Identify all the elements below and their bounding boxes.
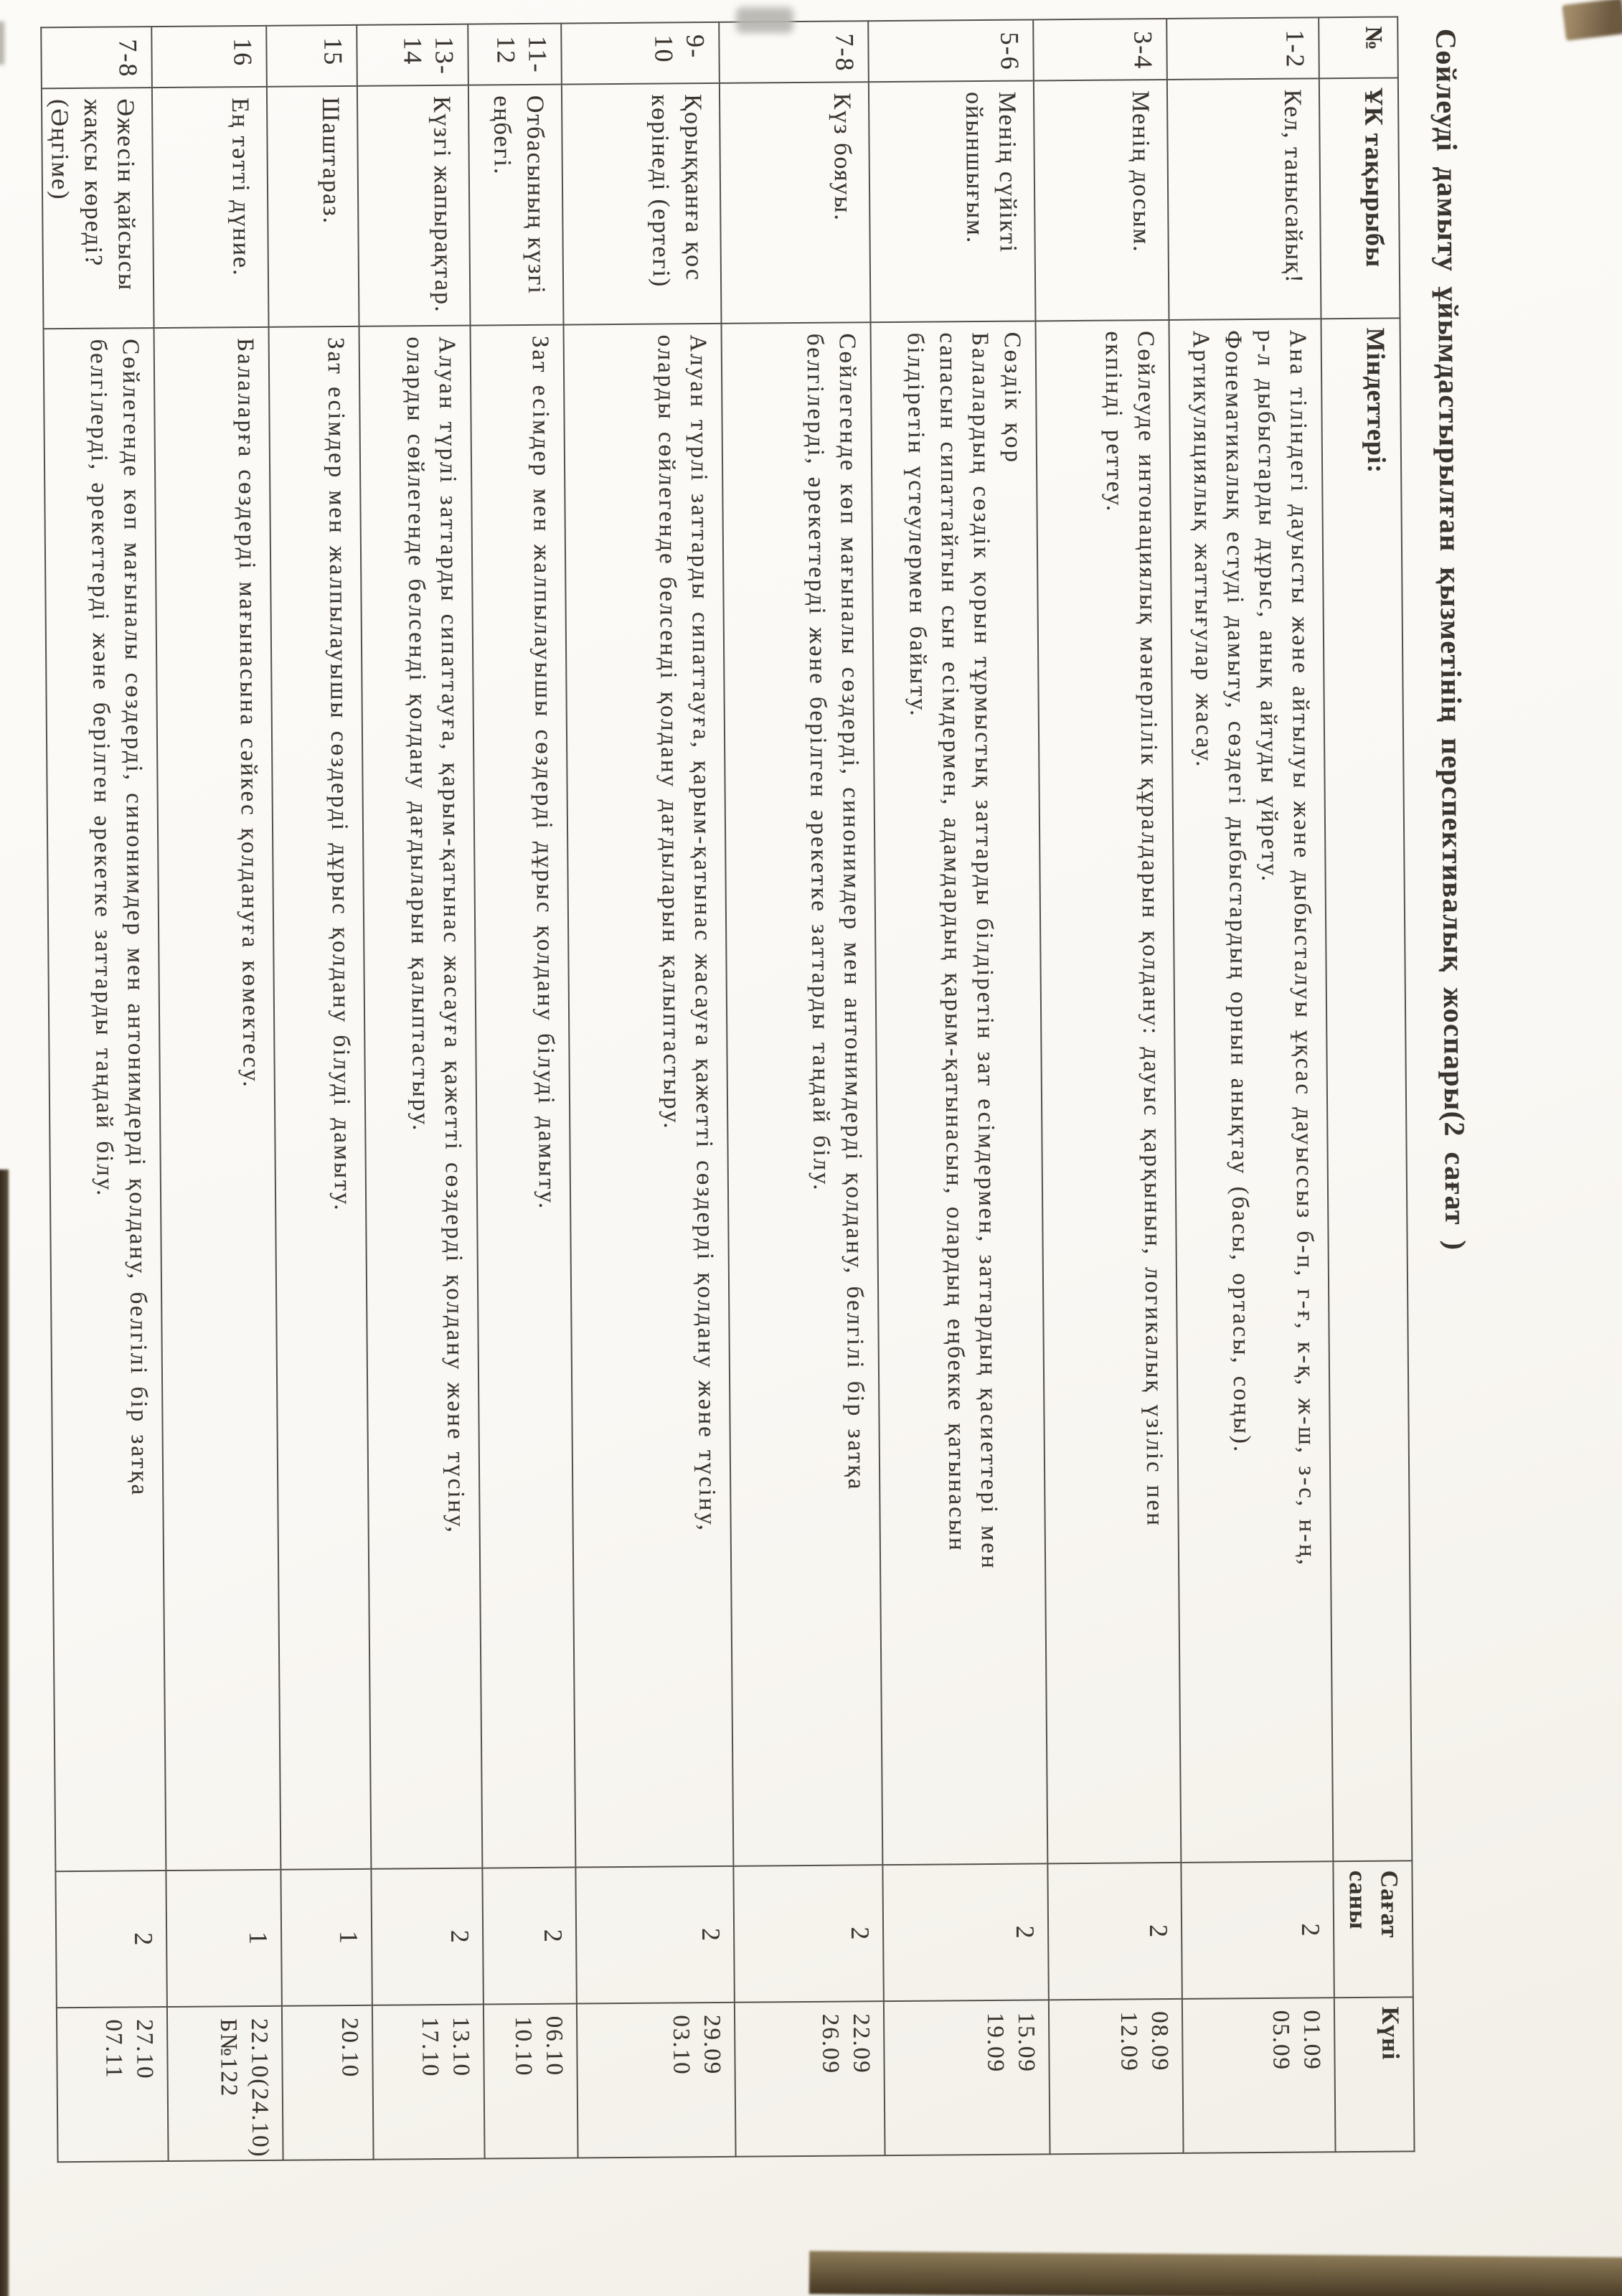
cell-tasks: Зат есімдер мен жалпылауышы сөздерді дұрыс қолдану білуді дамыту. (471, 325, 576, 1868)
table-row (266, 25, 373, 2160)
scan-page-edge-left (0, 1170, 9, 2296)
cell-topic: Отбасының күзгі еңбегі. (468, 85, 564, 326)
cell-hours: 2 (55, 1871, 166, 2008)
table-row (151, 26, 283, 2161)
cell-dates: 27.10 07.11 (57, 2007, 169, 2162)
cell-dates: 08.09 12.09 (1049, 1999, 1184, 2154)
scan-smudge-top-right (1562, 0, 1622, 41)
cell-topic: Шаштараз. (267, 86, 359, 327)
column-header-topic: ҰК тақырыбы (1319, 77, 1400, 319)
cell-topic: Күзгі жапырақтар. (357, 85, 471, 326)
cell-tasks: Сөйлеуде интонациялық мәнерлілік құралдарын қолдану: дауыс қарқынын, логикалық үзіліс пен екпінді реттеу. (1035, 320, 1181, 1863)
table-row (1033, 19, 1183, 2154)
column-header-hours: Сағат саны (1333, 1860, 1413, 1998)
cell-hours: 1 (166, 1870, 281, 2007)
cell-hours: 2 (1047, 1863, 1182, 2000)
scan-page-edge-corner (0, 22, 4, 65)
cell-num: 15 (266, 25, 357, 87)
cell-tasks: Сөздік қор Балалардың сөздік қорын тұрмыстық заттарды білдіретін зат есімдермен, заттардың қасиеттері мен сапасын сипаттайтын сын есімдермен, адамдардың қарым-қатынасын, олардың еңбекке қатынасын білдіретін үстеулермен байыту. (870, 321, 1047, 1865)
cell-num: 16 (151, 26, 267, 88)
scan-smudge-top-center (736, 7, 793, 33)
cell-topic: Кел, танысайық! (1167, 78, 1321, 320)
table-row (468, 24, 577, 2159)
cell-tasks: Зат есімдер мен жалпылауышы сөздерді дұрыс қолдану білуді дамыту. (269, 326, 372, 1870)
cell-num: 9-10 (561, 22, 720, 85)
cell-dates: 22.10(24.10) Б№122 (167, 2006, 283, 2161)
cell-dates: 01.09 05.09 (1182, 1998, 1336, 2153)
cell-tasks: Балаларға сөздерді мағынасына сәйкес қолдануға көмектесу. (154, 327, 281, 1871)
cell-hours: 2 (575, 1866, 734, 2004)
schedule-table (40, 16, 1415, 2163)
cell-num: 5-6 (868, 19, 1034, 82)
cell-num: 7-8 (41, 27, 152, 88)
cell-tasks: Алуан түрлі заттарды сипаттауға, қарым-қатынас жасауға қажетті сөздерді қолдану және түсіну, оларды сөйлегенде белсенді қолдану дағдыларын қалыптастыру. (564, 324, 734, 1868)
table-row (719, 21, 885, 2157)
cell-tasks: Сөйлегенде көп мағыналы сөздерді, синонимдер мен антонимдерді қолдану, белгілі бір затқа белгілерді, әрекеттерді және берілген әрекетке заттарды таңдай білу. (44, 328, 166, 1871)
cell-num: 3-4 (1033, 19, 1167, 80)
cell-tasks: Ана тіліндегі дауысты және айтылуы және дыбысталуы ұқсас дауыссыз б-п, г-ғ, к-қ, ж-ш, з-с, н-ң, р-л дыбыстарды дұрыс, анық айтуды үйрету. Фонематикалық естуді дамыту, сөздегі дыбыстардың орнын анықтау (басы, ортасы, соңы). Артикуляциялық жаттығулар жасау. (1169, 319, 1333, 1863)
column-header-dates: Күні (1334, 1997, 1415, 2152)
cell-hours: 2 (482, 1868, 576, 2005)
cell-topic: Күз бояуы. (720, 82, 871, 324)
cell-dates: 15.09 19.09 (884, 2000, 1050, 2155)
table-row (561, 22, 735, 2158)
cell-hours: 1 (280, 1869, 372, 2006)
cell-hours: 2 (733, 1865, 883, 2003)
cell-topic: Ең тәтті дүние. (152, 87, 269, 328)
table-row (41, 27, 168, 2162)
cell-dates: 13.10 17.10 (372, 2005, 485, 2160)
cell-num: 1-2 (1166, 17, 1319, 80)
column-header-tasks: Міндеттері: (1321, 318, 1412, 1861)
cell-dates: 06.10 10.10 (484, 2004, 578, 2159)
scan-page-edge-bottom (809, 2251, 1622, 2296)
cell-tasks: Сөйлегенде көп мағыналы сөздерді, синонимдер мен антонимдерді қолдану, белгілі бір затқа белгілерді, әрекеттерді және берілген әрекетке заттарды таңдай білу. (722, 322, 883, 1866)
cell-num: 7-8 (719, 21, 869, 83)
table-row (1166, 17, 1335, 2153)
cell-dates: 29.09 03.10 (577, 2003, 736, 2158)
cell-dates: 22.09 26.09 (735, 2001, 885, 2157)
cell-num: 13-14 (357, 24, 468, 86)
table-header-row (1319, 17, 1414, 2152)
table-row (868, 19, 1050, 2155)
cell-hours: 2 (371, 1868, 483, 2005)
cell-tasks: Алуан түрлі заттарды сипаттауға, қарым-қатынас жасауға қажетті сөздерді қолдану және түсіну, оларды сөйлегенде белсенді қолдану дағдыларын қалыптастыру. (359, 326, 483, 1869)
cell-topic: Менің досым. (1034, 80, 1169, 321)
cell-num: 11-12 (468, 24, 562, 85)
cell-topic: Әжесін қайсысы жақсы көреді? (Әңгіме) (42, 88, 154, 329)
cell-dates: 20.10 (282, 2005, 374, 2160)
cell-hours: 2 (882, 1863, 1048, 2001)
document-title: Сөйлеуді дамыту ұйымдастырылған қызметінің перспективалық жоспары(2 сағат ) (1430, 28, 1472, 1251)
cell-topic: Менің сүйікті ойыншығым. (869, 80, 1036, 322)
table-row (357, 24, 484, 2160)
cell-topic: Қорыққанға қос көрінеді (ертегі) (562, 83, 722, 325)
column-header-num: № (1319, 17, 1398, 78)
cell-hours: 2 (1181, 1861, 1334, 1999)
